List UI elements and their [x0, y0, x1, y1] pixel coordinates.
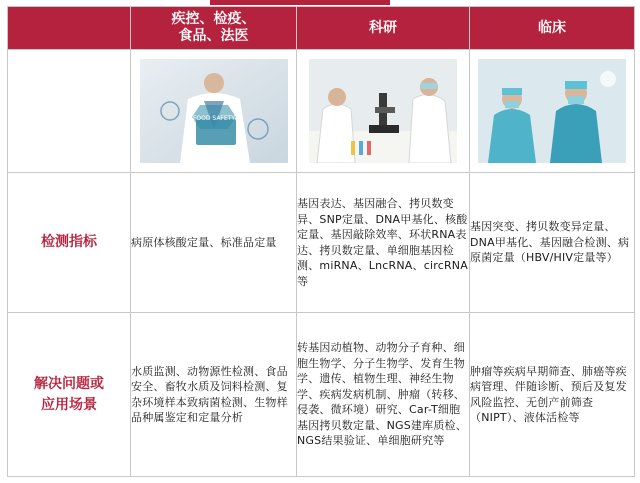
- food-safety-photo: [140, 59, 288, 163]
- table-row: [8, 173, 635, 313]
- image-cell-clinical: [470, 50, 635, 173]
- row-header-applications: [8, 313, 131, 477]
- table-cell: 基因突变、拷贝数变异定量、DNA甲基化、基因融合检测、病原菌定量（HBV/HIV定量等）: [470, 173, 635, 313]
- column-header-cdc: [131, 7, 297, 50]
- column-header-clinical: [470, 7, 635, 50]
- image-cell-research: [297, 50, 470, 173]
- row-header-line: 应用场景: [41, 396, 97, 413]
- header-row: [8, 7, 635, 50]
- comparison-table: [7, 6, 635, 477]
- header-accent-line: [210, 0, 390, 5]
- empty-row-header: [8, 50, 131, 173]
- row-header-label: 检测指标: [41, 234, 97, 251]
- row-header-indicators: [8, 173, 131, 313]
- table-cell: 转基因动植物、动物分子育种、细胞生物学、分子生物学、发育生物学、遗传、植物生理、神经生物学、疾病发病机制、肿瘤（转移、侵袭、微环境）研究、Car-T细胞基因拷贝数定量、NGS建库质检、NGS结果验证、单细胞研究等: [297, 313, 470, 477]
- column-header-research: [297, 7, 470, 50]
- table-cell: 病原体核酸定量、标准品定量: [131, 173, 297, 313]
- table-row: [8, 313, 635, 477]
- column-header-label: 临床: [538, 19, 566, 36]
- image-cell-cdc: [131, 50, 297, 173]
- microscope-lab-photo: [309, 59, 457, 163]
- column-header-label: 科研: [369, 19, 397, 36]
- table-cell: 水质监测、动物源性检测、食品安全、畜牧水质及饲料检测、复杂环境样本致病菌检测、生物样品种属鉴定和定量分析: [131, 313, 297, 477]
- food-safety-photo-text: FOOD SAFETY: [192, 115, 235, 122]
- column-header-line: 食品、法医: [178, 28, 249, 44]
- table-cell: 肿瘤等疾病早期筛查、肺癌等疾病管理、伴随诊断、预后及复发风险监控、无创产前筛查（NIPT）、液体活检等: [470, 313, 635, 477]
- image-row: [8, 50, 635, 173]
- surgeons-photo: [478, 59, 626, 163]
- table-cell: 基因表达、基因融合、拷贝数变异、SNP定量、DNA甲基化、核酸定量、基因敲除效率、环状RNA表达、拷贝数定量、单细胞基因检测、miRNA、LncRNA、circRNA等: [297, 173, 470, 313]
- corner-cell: [8, 7, 131, 50]
- row-header-line: 解决问题或: [34, 375, 104, 392]
- column-header-line: 疾控、检疫、: [171, 11, 256, 27]
